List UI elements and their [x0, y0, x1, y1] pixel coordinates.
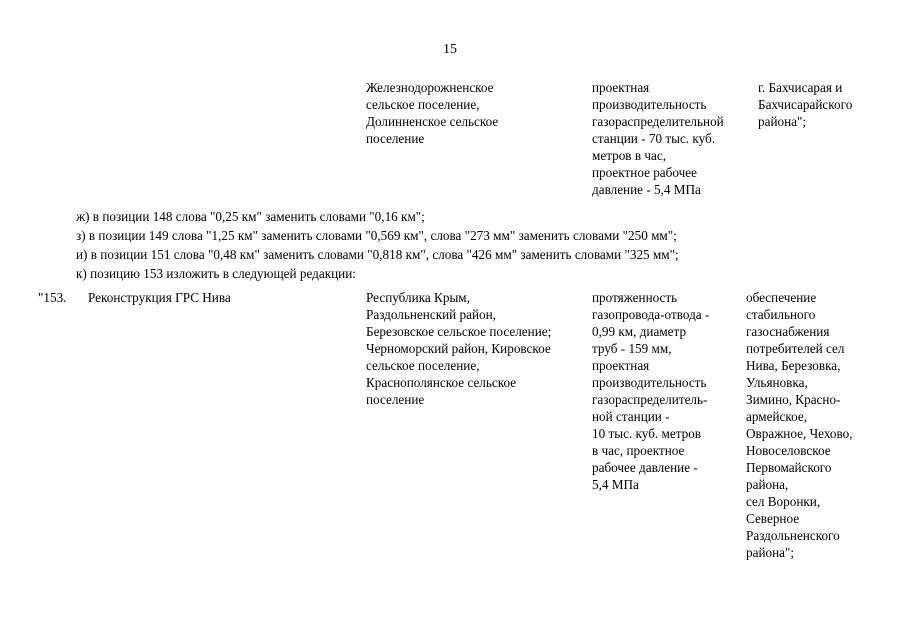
prev-row-characteristics: проектная производительность газораспределительной станции - 70 тыс. куб. метров в час, проектное рабочее давление - 5,4 МПа: [592, 80, 724, 197]
prev-row-purpose: г. Бахчисарая и Бахчисарайского района";: [758, 80, 853, 129]
object-name: Реконструкция ГРС Нива: [88, 290, 231, 305]
row-purpose: обеспечение стабильного газоснабжения потребителей сел Нива, Березовка, Ульяновка, Зимино, Красно- армейское, Овражное, Чехово, Новоселовское Первомайского района, сел Воронки, Северное Раздольненского района";: [746, 290, 853, 560]
amendment-item: з) в позиции 149 слова "1,25 км" заменить словами "0,569 км", слова "273 мм" заменить словами "250 мм";: [76, 228, 677, 243]
row-characteristics: протяженность газопровода-отвода - 0,99 км, диаметр труб - 159 мм, проектная производительность газораспределитель- ной станции - 10 тыс. куб. метров в час, проектное рабочее давление - 5,4 МПа: [592, 290, 710, 492]
prev-row-territory: Железнодорожненское сельское поселение, Долинненское сельское поселение: [366, 80, 499, 146]
amendment-item: и) в позиции 151 слова "0,48 км" заменить словами "0,818 км", слова "426 мм" заменить словами "325 мм";: [76, 247, 679, 262]
amendment-item: ж) в позиции 148 слова "0,25 км" заменить словами "0,16 км";: [76, 209, 425, 224]
amendment-item: к) позицию 153 изложить в следующей редакции:: [76, 266, 356, 281]
row-number: "153.: [38, 290, 67, 305]
page-number: 15: [443, 42, 457, 57]
row-territory: Республика Крым, Раздольненский район, Березовское сельское поселение; Черноморский район, Кировское сельское поселение, Краснополянское сельское поселение: [366, 290, 552, 407]
